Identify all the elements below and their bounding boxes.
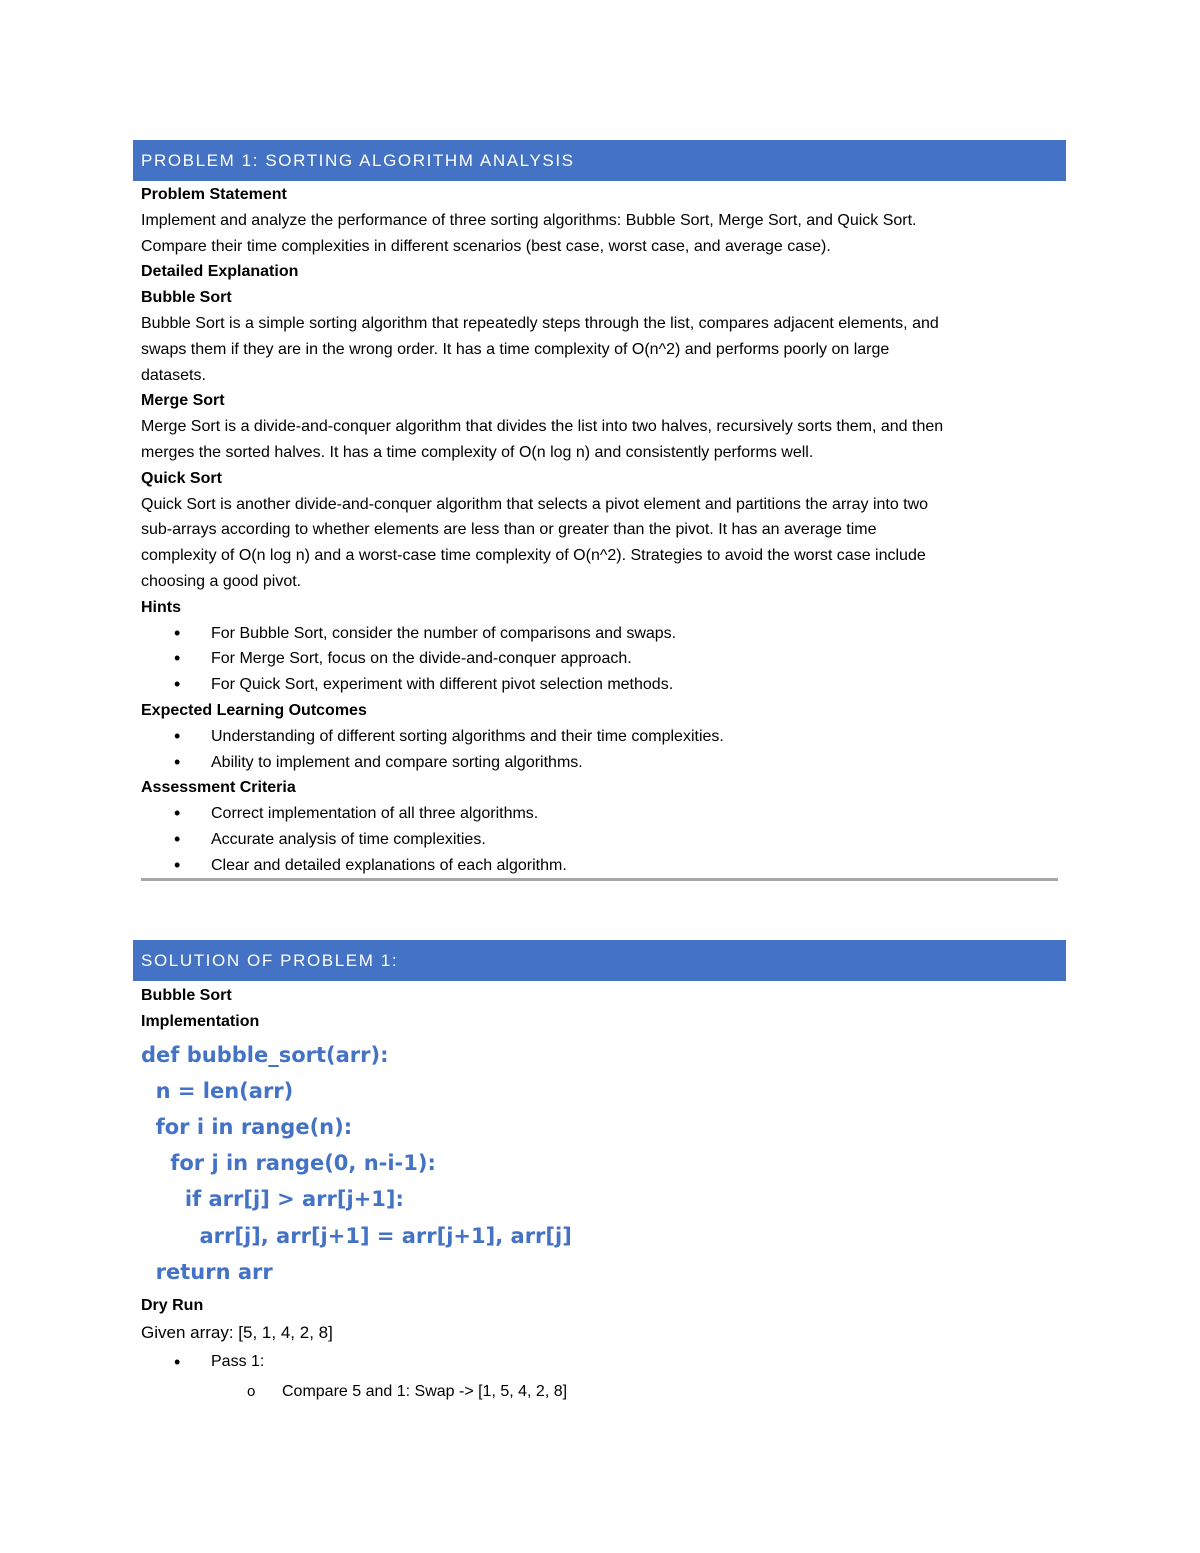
merge-heading: Merge Sort — [141, 392, 225, 410]
problem-banner: PROBLEM 1: SORTING ALGORITHM ANALYSIS — [133, 140, 1066, 181]
given-array: Given array: [5, 1, 4, 2, 8] — [141, 1322, 333, 1342]
code-line: arr[j], arr[j+1] = arr[j+1], arr[j] — [141, 1223, 572, 1248]
hint-item: • For Quick Sort, experiment with different pivot selection methods. — [141, 672, 1061, 698]
solution-bubble-heading: Bubble Sort — [141, 987, 232, 1004]
outcomes-heading: Expected Learning Outcomes — [141, 701, 367, 719]
code-line: return arr — [141, 1259, 273, 1284]
section-divider — [141, 878, 1058, 881]
outcome-item: • Understanding of different sorting algorithms and their time complexities. — [141, 724, 1061, 750]
solution-banner: SOLUTION OF PROBLEM 1: — [133, 940, 1066, 981]
implementation-heading: Implementation — [141, 1012, 260, 1030]
hint-item: • For Merge Sort, focus on the divide-and-conquer approach. — [141, 646, 1061, 672]
code-line: if arr[j] > arr[j+1]: — [141, 1187, 404, 1212]
quick-line: sub-arrays according to whether elements are less than or greater than the pivot. It has an average time — [141, 521, 877, 539]
statement-line: Compare their time complexities in different scenarios (best case, worst case, and average case). — [141, 237, 831, 255]
criteria-item: • Correct implementation of all three algorithms. — [141, 801, 1061, 827]
quick-line: Quick Sort is another divide-and-conquer algorithm that selects a pivot element and partitions the array into two — [141, 495, 929, 513]
outcomes-list — [141, 724, 1061, 776]
code-line: for j in range(0, n-i-1): — [141, 1151, 436, 1176]
pass-label: • Pass 1: — [141, 1347, 1061, 1377]
pass-step: o Compare 5 and 1: Swap -> [1, 5, 4, 2, 8] — [141, 1377, 1061, 1407]
bubble-line: swaps them if they are in the wrong order. It has a time complexity of O(n^2) and performs poorly on large — [141, 340, 890, 358]
problem-section — [141, 182, 1061, 879]
quick-heading: Quick Sort — [141, 469, 222, 487]
code-block — [141, 1037, 1061, 1290]
outcome-item: • Ability to implement and compare sorting algorithms. — [141, 750, 1061, 776]
criteria-heading: Assessment Criteria — [141, 779, 296, 797]
solution-section — [141, 983, 1061, 1407]
quick-line: complexity of O(n log n) and a worst-case time complexity of O(n^2). Strategies to avoid the worst case include — [141, 547, 926, 565]
bubble-heading: Bubble Sort — [141, 289, 232, 307]
criteria-list — [141, 801, 1061, 878]
hints-list — [141, 621, 1061, 698]
statement-heading: Problem Statement — [141, 186, 287, 203]
bubble-line: datasets. — [141, 366, 206, 384]
code-line: for i in range(n): — [141, 1115, 353, 1139]
code-line: def bubble_sort(arr): — [141, 1042, 389, 1067]
dry-run-heading: Dry Run — [141, 1297, 204, 1315]
merge-line: merges the sorted halves. It has a time complexity of O(n log n) and consistently performs well. — [141, 443, 814, 461]
criteria-item: • Clear and detailed explanations of each algorithm. — [141, 853, 1061, 879]
code-line: n = len(arr) — [141, 1078, 294, 1103]
merge-line: Merge Sort is a divide-and-conquer algorithm that divides the list into two halves, recursively sorts them, and then — [141, 418, 944, 436]
bubble-line: Bubble Sort is a simple sorting algorithm that repeatedly steps through the list, compares adjacent elements, and — [141, 314, 939, 332]
quick-line: choosing a good pivot. — [141, 572, 302, 590]
statement-line: Implement and analyze the performance of three sorting algorithms: Bubble Sort, Merge Sort, and Quick Sort. — [141, 211, 917, 229]
hint-item: • For Bubble Sort, consider the number of comparisons and swaps. — [141, 621, 1061, 647]
criteria-item: • Accurate analysis of time complexities. — [141, 827, 1061, 853]
explanation-heading: Detailed Explanation — [141, 263, 299, 281]
hints-heading: Hints — [141, 598, 181, 616]
